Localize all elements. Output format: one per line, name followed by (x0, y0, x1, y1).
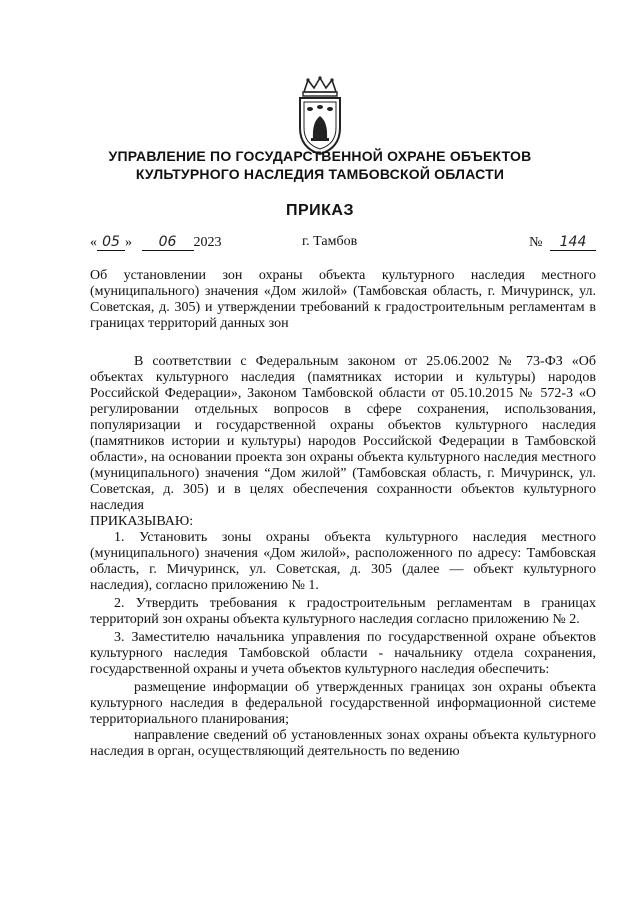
preamble-paragraph: В соответствии с Федеральным законом от 25.06.2002 № 73-ФЗ «Об объектах культурного наследия (памятниках истории и культуры) народов Российской Федерации», Законом Тамбовской области от 05.10.2015 № 572-З «О регулировании отдельных вопросов в сфере сохранения, использования, популяризации и государственной охраны объектов культурного наследия (памятников истории и культуры) народов Российской Федерации в Тамбовской области», на основании проекта зон охраны объекта культурного наследия местного (муниципального) значения “Дом жилой” (Тамбовская область, г. Мичуринск, ул. Советская, д. 305) и в целях обеспечения сохранности объектов культурного наследия (90, 354, 596, 513)
number-label: № (529, 235, 543, 250)
order-subject: Об установлении зон охраны объекта культурного наследия местного (муниципального) значения «Дом жилой» (Тамбовская область, г. Мичуринск, ул. Советская, д. 305) и утверждении требований к градостроительным регламентам в границах территорий данных зон (90, 268, 596, 331)
agency-name-line1: УПРАВЛЕНИЕ ПО ГОСУДАРСТВЕННОЙ ОХРАНЕ ОБЪЕКТОВ (108, 148, 532, 164)
subitem-publication: размещение информации об утвержденных границах зон охраны объекта культурного наследия в федеральной государственной информационной системе территориального планирования; (90, 680, 596, 727)
tambov-coat-of-arms-icon (292, 76, 348, 156)
number-value: 144 (550, 234, 596, 251)
item-3: 3. Заместителю начальника управления по государственной охране объектов культурного наследия Тамбовской области - начальнику отдела сохранения, государственной охраны и учета объектов культурного наследия обеспечить: (90, 630, 596, 677)
item-2: 2. Утвердить требования к градостроительным регламентам в границах территорий зон охраны объекта культурного наследия согласно приложению № 2. (90, 596, 596, 627)
date-year: 2023 (193, 235, 222, 250)
order-body (90, 354, 596, 760)
date-month: 06 (142, 234, 194, 251)
decree-word: ПРИКАЗЫВАЮ: (90, 514, 194, 529)
document-type: ПРИКАЗ (285, 202, 354, 219)
city: г. Тамбов (302, 234, 358, 249)
order-date (90, 234, 222, 251)
date-day: 05 (97, 234, 125, 251)
date-close-quote: » (125, 235, 132, 250)
subitem-notification: направление сведений об установленных зонах охраны объекта культурного наследия в орган, осуществляющий деятельность по ведению (90, 728, 596, 759)
item-1: 1. Установить зоны охраны объекта культурного наследия местного (муниципального) значения «Дом жилой», расположенного по адресу: Тамбовская область, г. Мичуринск, ул. Советская, д. 305 (далее — объект культурного наследия), согласно приложению № 1. (90, 530, 596, 593)
agency-name-line2: КУЛЬТУРНОГО НАСЛЕДИЯ ТАМБОВСКОЙ ОБЛАСТИ (135, 166, 505, 182)
date-open-quote: « (90, 235, 97, 250)
date-line (90, 234, 596, 256)
order-number (529, 234, 596, 251)
